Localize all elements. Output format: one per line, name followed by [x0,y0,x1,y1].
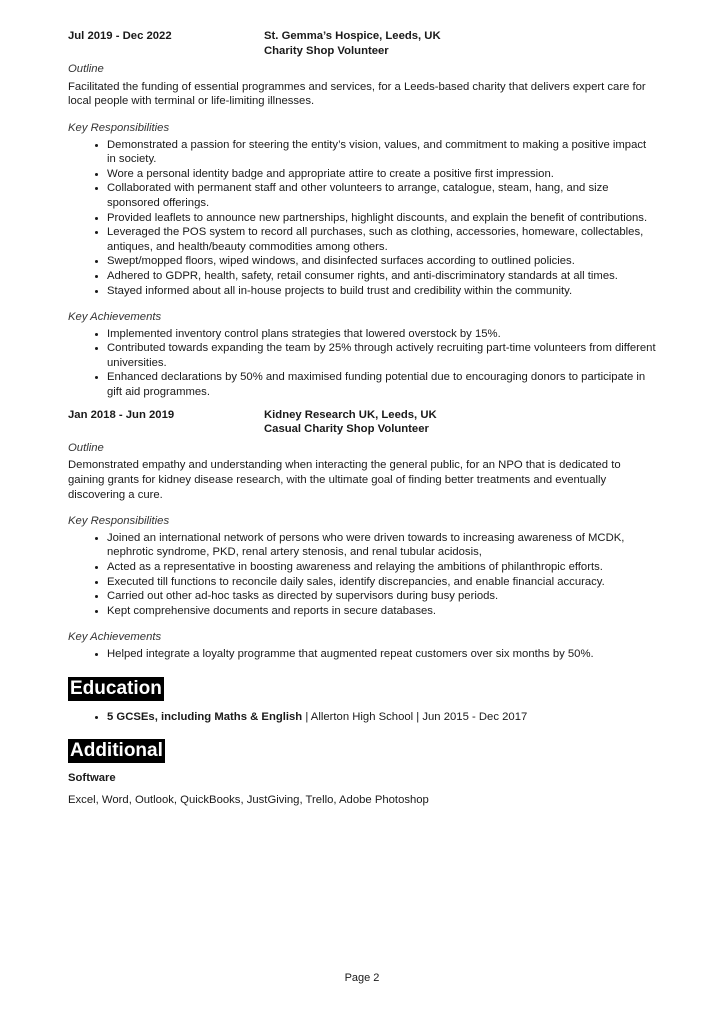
education-heading: Education [70,677,162,699]
list-item: • Adhered to GDPR, health, safety, retail consumer rights, and anti-discriminatory standards at all times. [107,269,658,284]
list-item: • Implemented inventory control plans strategies that lowered overstock by 15%. [107,327,658,342]
list-item: • Provided leaflets to announce new partnerships, highlight discounts, and explain the benefit of contributions. [107,211,658,226]
list-item: • Collaborated with permanent staff and other volunteers to arrange, catalogue, steam, hang, and size sponsored offerings. [107,181,658,210]
outline-text: Facilitated the funding of essential programmes and services, for a Leeds-based charity that delivers expert care for local people with terminal or life-limiting illnesses. [68,80,646,108]
page-number: Page 2 [344,972,380,984]
list-item: • Leveraged the POS system to record all purchases, such as clothing, accessories, homeware, collectables, antiques, and health/beauty commodities among others. [107,225,658,254]
outline-label: Outline [68,63,104,76]
job-organization: St. Gemma’s Hospice, Leeds, UK [264,30,441,42]
additional-section [68,724,658,807]
list-item: • Helped integrate a loyalty programme that augmented repeat customers over six months by 50%. [107,647,658,662]
job-header [68,408,658,437]
software-label: Software [68,772,116,785]
list-item: • Carried out other ad-hoc tasks as directed by supervisors during busy periods. [107,589,658,604]
list-item: • Acted as a representative in boosting awareness and relaying the ambitions of philanthropic efforts. [107,560,658,575]
software-list: Excel, Word, Outlook, QuickBooks, JustGiving, Trello, Adobe Photoshop [68,793,429,806]
job-entry [68,408,658,662]
job-entry [68,29,658,400]
list-item: • Wore a personal identity badge and appropriate attire to create a positive first impression. [107,167,658,182]
job-role: Charity Shop Volunteer [264,44,389,57]
additional-heading: Additional [70,740,163,762]
job-role: Casual Charity Shop Volunteer [264,423,429,436]
achievements-list [68,327,658,400]
list-item: • Executed till functions to reconcile daily sales, identify discrepancies, and enable financial accuracy. [107,575,658,590]
list-item: • Joined an international network of persons who were driven towards to increasing awareness of MCDK, nephrotic syndrome, PKD, renal artery stenosis, and renal tubular acidosis, [107,531,658,560]
education-section [68,662,658,725]
responsibilities-list [68,138,658,299]
list-item: • Kept comprehensive documents and reports in secure databases. [107,604,658,619]
resume-page [68,29,658,807]
list-item: • Stayed informed about all in-house projects to build trust and credibility within the community. [107,284,658,299]
job-header [68,29,658,58]
achievements-label: Key Achievements [68,311,162,324]
achievements-list [68,647,658,662]
responsibilities-label: Key Responsibilities [68,515,170,528]
list-item: • Enhanced declarations by 50% and maximised funding potential due to encouraging donors to participate in gift aid programmes. [107,370,658,399]
list-item: • Demonstrated a passion for steering the entity’s vision, values, and commitment to making a positive impact in society. [107,138,658,167]
list-item: • Contributed towards expanding the team by 25% through actively recruiting part-time volunteers from different universities. [107,341,658,370]
responsibilities-list [68,531,658,619]
job-organization: Kidney Research UK, Leeds, UK [264,408,437,421]
education-qualification: 5 GCSEs, including Maths & English [107,710,303,723]
job-dates: Jul 2019 - Dec 2022 [68,30,172,42]
list-item: • Swept/mopped floors, wiped windows, and disinfected surfaces according to outlined policies. [107,254,658,269]
responsibilities-label: Key Responsibilities [68,121,170,134]
education-list [68,710,658,725]
education-details: | Allerton High School | Jun 2015 - Dec 2017 [302,710,528,723]
outline-label: Outline [68,441,104,454]
outline-text: Demonstrated empathy and understanding when interacting the general public, for an NPO that is dedicated to gaining grants for kidney disease research, with the ultimate goal of finding better treatments and eventually discovering a cure. [68,459,621,501]
education-item [107,710,658,725]
achievements-label: Key Achievements [68,631,162,644]
job-dates: Jan 2018 - Jun 2019 [68,408,175,421]
